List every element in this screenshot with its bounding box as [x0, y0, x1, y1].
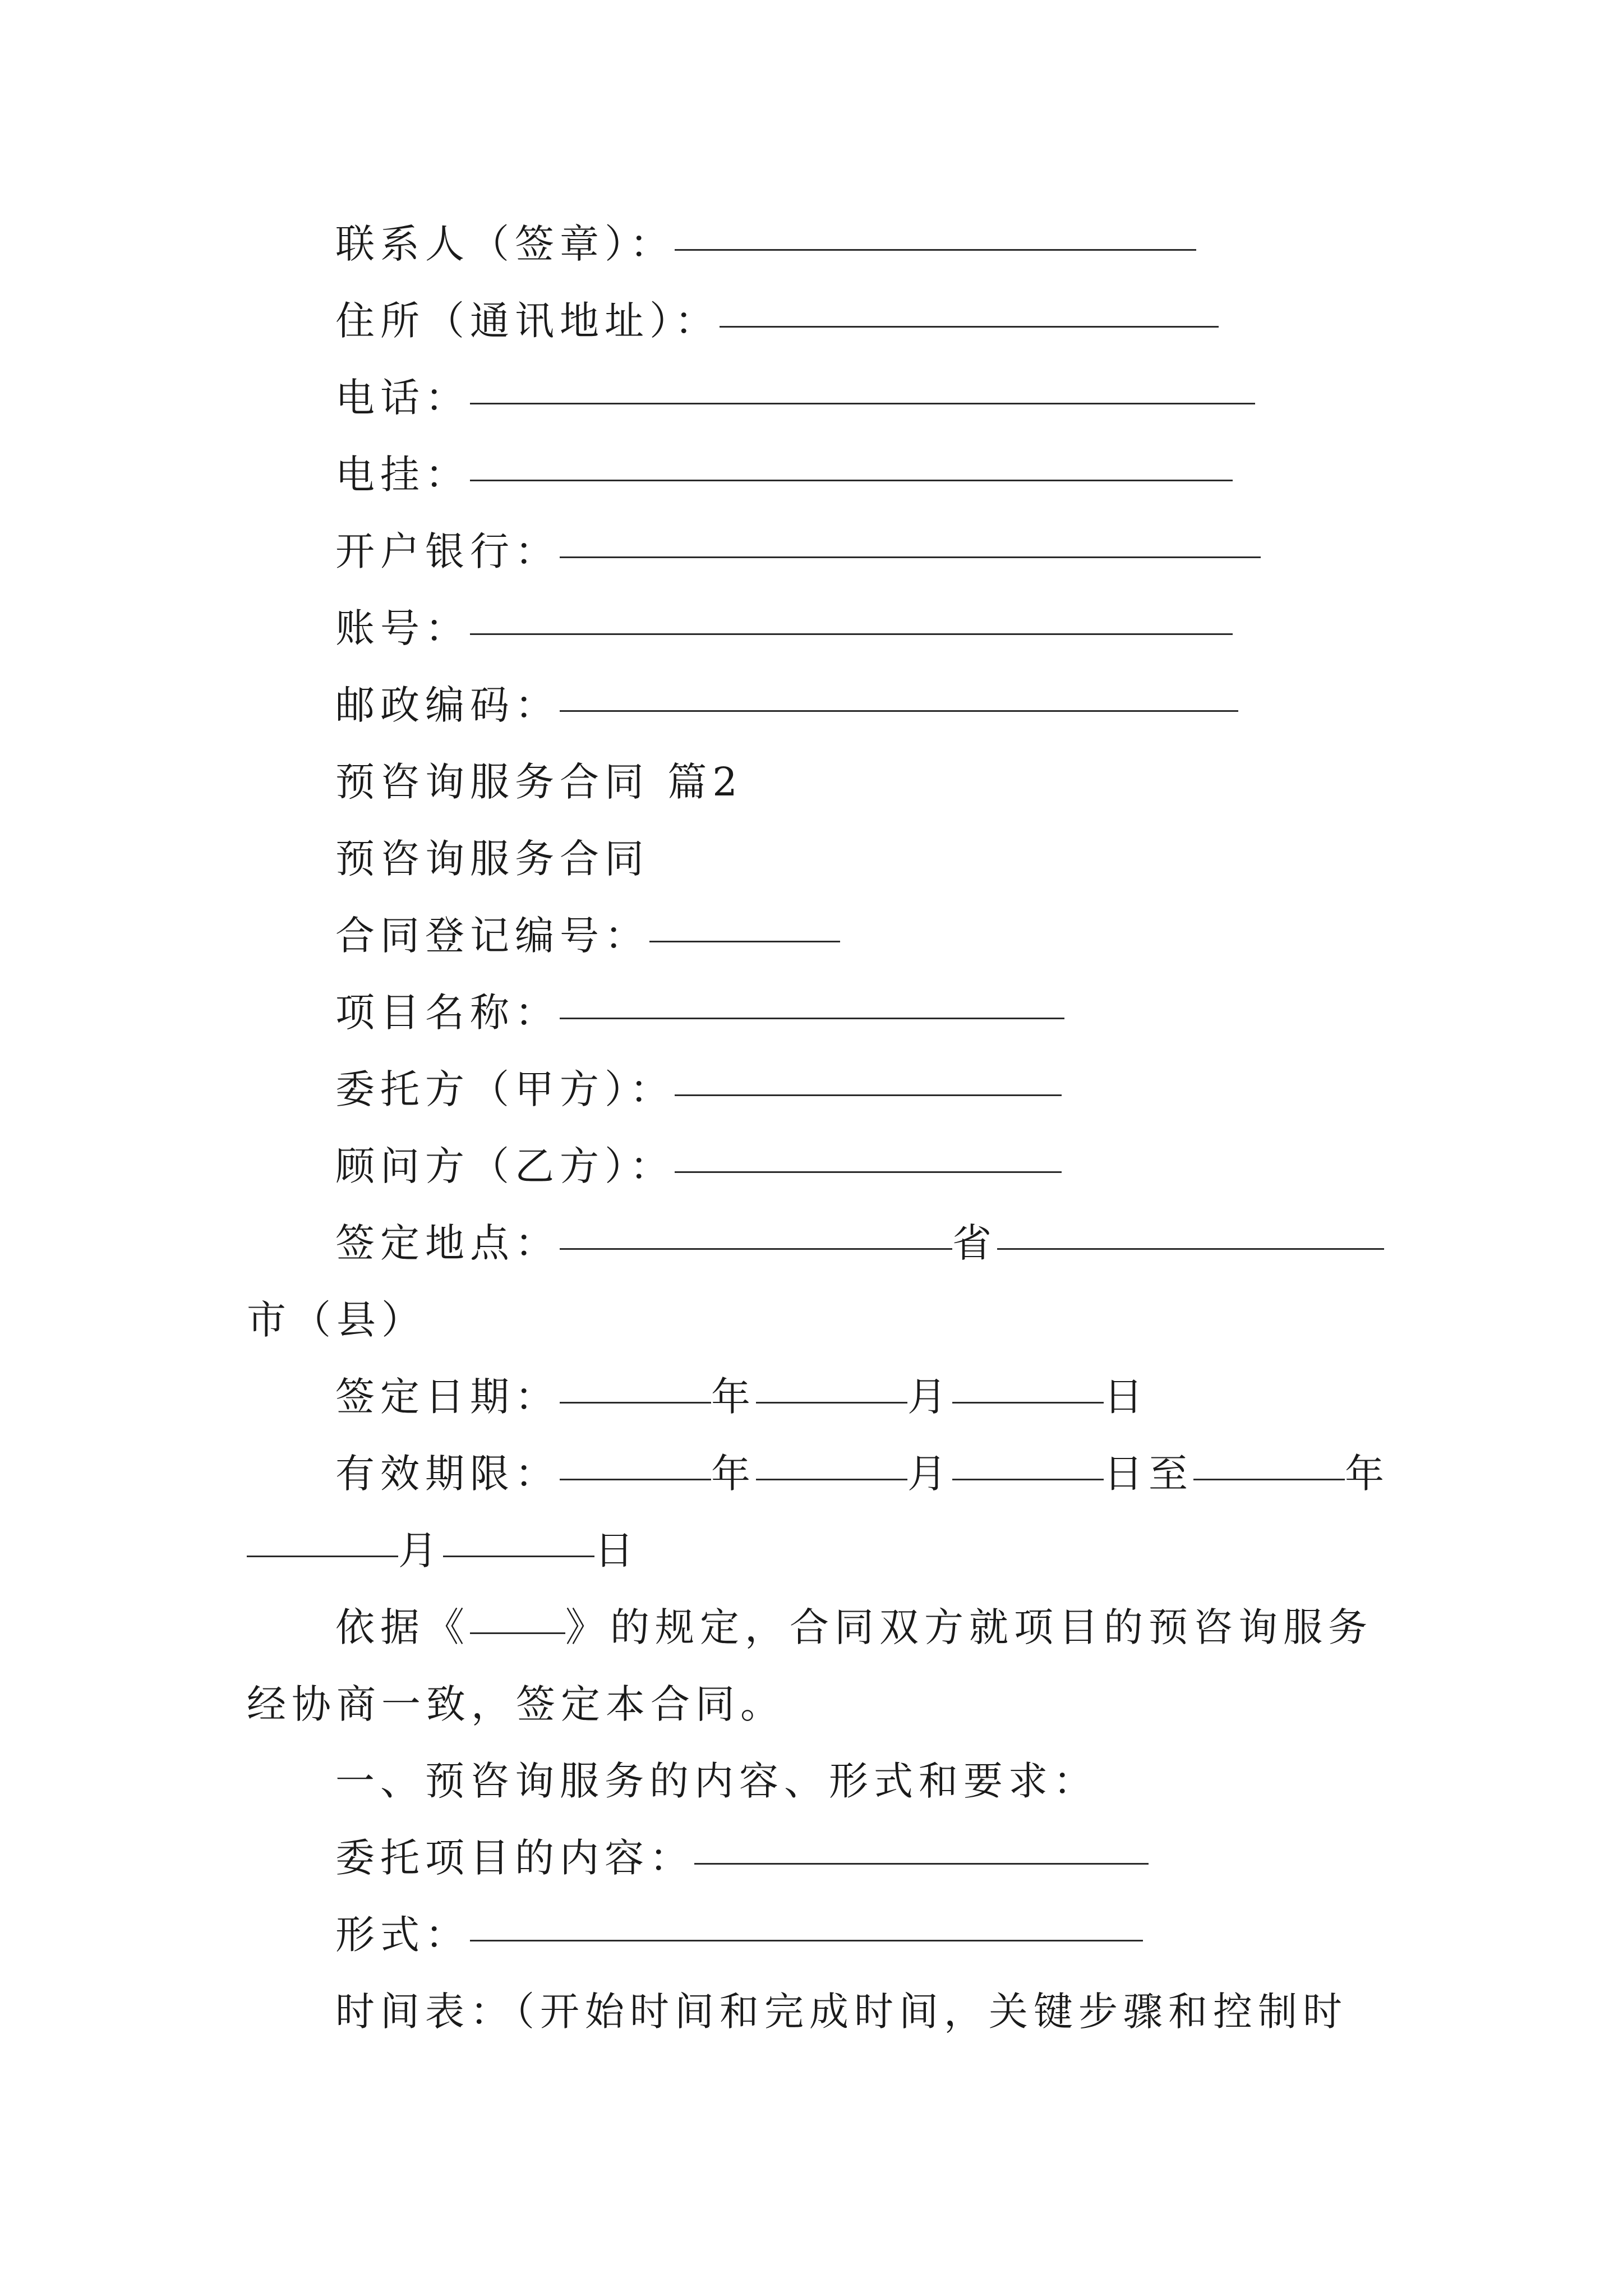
consultant-label: 顾问方（乙方）：: [335, 1143, 675, 1189]
form-label: 形式：: [335, 1912, 470, 1958]
phone-line: [335, 367, 1255, 429]
valid-period-continued: [247, 1520, 639, 1581]
year-label: 年: [711, 1451, 756, 1497]
sign-date-line: [335, 1366, 1149, 1428]
year-label: 年: [711, 1374, 756, 1420]
entrust-content-blank: [694, 1823, 1149, 1865]
bank-line: [335, 521, 1261, 582]
valid-year-blank: [560, 1438, 711, 1480]
section-title: 预咨询服务合同 篇2: [335, 759, 743, 805]
city-county-line: 市（县）: [247, 1297, 426, 1343]
project-name-label: 项目名称：: [335, 990, 560, 1036]
province-label: 省: [952, 1220, 997, 1266]
reg-no-line: [335, 905, 840, 967]
consultant-blank: [675, 1131, 1062, 1173]
sign-place-line: [335, 1212, 1384, 1274]
day-label: 日: [594, 1527, 639, 1573]
form-line: [335, 1904, 1143, 1966]
month-label: 月: [907, 1451, 952, 1497]
law-name-blank: [470, 1592, 565, 1634]
clause-one-heading: 一、预咨询服务的内容、形式和要求：: [335, 1758, 1098, 1804]
basis-text: 》的规定，合同双方就项目的预咨询服务: [565, 1604, 1373, 1650]
contact-label: 联系人（签章）：: [335, 221, 675, 267]
day-label: 日: [1104, 1374, 1149, 1420]
reg-no-label: 合同登记编号：: [335, 913, 649, 959]
day-to-label: 日至: [1104, 1451, 1193, 1497]
valid-period-line: [335, 1443, 1390, 1504]
contract-title: 预咨询服务合同: [335, 836, 649, 882]
account-blank: [470, 593, 1233, 635]
city-blank: [997, 1208, 1384, 1250]
contact-line: [335, 213, 1196, 275]
form-blank: [470, 1899, 1143, 1941]
valid-end-day-blank: [443, 1515, 594, 1557]
year-label: 年: [1345, 1451, 1390, 1497]
fax-line: [335, 444, 1233, 505]
project-name-line: [335, 982, 1064, 1043]
client-blank: [675, 1054, 1062, 1096]
month-label: 月: [907, 1374, 952, 1420]
bank-blank: [560, 516, 1261, 558]
client-label: 委托方（甲方）：: [335, 1066, 675, 1112]
reg-no-blank: [649, 900, 840, 942]
address-label: 住所（通讯地址）：: [335, 298, 720, 344]
valid-end-year-blank: [1193, 1438, 1345, 1480]
entrust-content-label: 委托项目的内容：: [335, 1835, 694, 1881]
schedule-line: 时间表：（开始时间和完成时间，关键步骤和控制时: [335, 1989, 1348, 2035]
address-line: [335, 290, 1219, 352]
client-line: [335, 1059, 1062, 1120]
basis-line: [335, 1596, 1373, 1658]
bank-label: 开户银行：: [335, 528, 560, 574]
sign-date-label: 签定日期：: [335, 1374, 560, 1420]
sign-day-blank: [952, 1361, 1104, 1404]
entrust-content-line: [335, 1827, 1149, 1889]
valid-end-month-blank: [247, 1515, 398, 1557]
consultant-line: [335, 1135, 1062, 1197]
sign-month-blank: [756, 1361, 907, 1404]
postcode-line: [335, 674, 1238, 736]
basis-continued: 经协商一致，签定本合同。: [247, 1681, 785, 1727]
postcode-label: 邮政编码：: [335, 682, 560, 728]
phone-label: 电话：: [335, 375, 470, 421]
province-blank: [560, 1208, 952, 1250]
basis-prefix: 依据《: [335, 1604, 470, 1650]
valid-month-blank: [756, 1438, 907, 1480]
postcode-blank: [560, 670, 1238, 712]
phone-blank: [470, 362, 1255, 404]
month-label: 月: [398, 1527, 443, 1573]
address-blank: [720, 286, 1219, 328]
sign-place-label: 签定地点：: [335, 1220, 560, 1266]
valid-day-blank: [952, 1438, 1104, 1480]
fax-label: 电挂：: [335, 452, 470, 498]
valid-period-label: 有效期限：: [335, 1451, 560, 1497]
project-name-blank: [560, 977, 1064, 1019]
contact-blank: [675, 209, 1196, 251]
fax-blank: [470, 439, 1233, 481]
sign-year-blank: [560, 1361, 711, 1404]
account-line: [335, 597, 1233, 659]
account-label: 账号：: [335, 605, 470, 651]
